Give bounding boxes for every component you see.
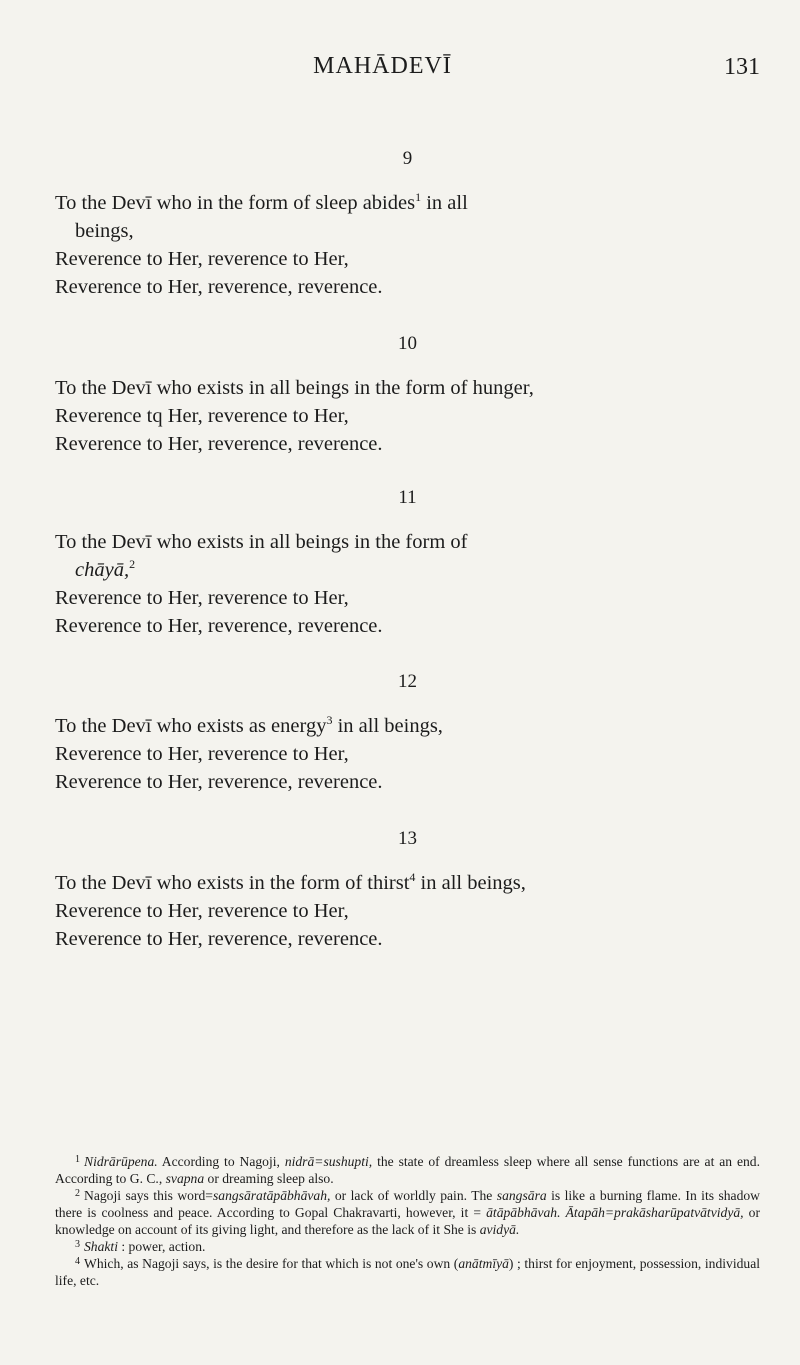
verse-number: 10 <box>398 333 417 354</box>
verse-line: Reverence to Her, reverence, reverence. <box>55 433 383 455</box>
verse-line: Reverence tq Her, reverence to Her, <box>55 405 349 427</box>
verse-11 <box>55 484 760 640</box>
verse-number: 13 <box>398 828 417 849</box>
verse-line: Reverence to Her, reverence, reverence. <box>55 276 383 298</box>
verse-line: Reverence to Her, reverence, reverence. <box>55 615 383 637</box>
verse-number: 11 <box>398 487 417 508</box>
verse-12 <box>55 668 760 796</box>
verse-line: To the Devī who exists in all beings in the form of <box>55 531 468 553</box>
verse-10 <box>55 330 760 458</box>
verse-line: To the Devī who exists as energy$^3$ in all beings, <box>55 713 443 737</box>
verse-line: To the Devī who exists in the form of thirst$^4$ in all beings, <box>55 870 526 894</box>
verse-line: Reverence to Her, reverence to Her, <box>55 900 349 922</box>
verse-line: To the Devī who in the form of sleep abides$^1$ in all <box>55 190 468 214</box>
verse-line: To the Devī who exists in all beings in the form of hunger, <box>55 377 534 399</box>
verse-number: 12 <box>398 671 417 692</box>
verse-number: 9 <box>402 148 413 169</box>
footnote-1: $^1$ Nidrārūpena. According to Nagoji, nidrā=sushupti, the state of dreamless sleep where all sense functions are at an end. According to G. C., svapna or dreaming sleep also. <box>55 1154 760 1186</box>
verse-line: Reverence to Her, reverence, reverence. <box>55 928 383 950</box>
footnote-3: $^3$ Shakti : power, action. <box>75 1239 206 1254</box>
book-page <box>55 0 760 1365</box>
verse-line: Reverence to Her, reverence to Her, <box>55 248 349 270</box>
verse-line: beings, <box>75 220 134 242</box>
footnote-ref: 4 <box>409 870 416 884</box>
footnote-2: $^2$ Nagoji says this word=sangsāratāpābhāvah, or lack of worldly pain. The sangsāra is like a burning flame. In its shadow there is coolness and peace. According to Gopal Chakravarti, however, it = ātāpābhāvah. Ātapāh=prakāsharūpatvātvidyā, or knowledge on account of its giving light, and therefore as the lack of it She is avidyā. <box>55 1188 760 1237</box>
verse-9 <box>55 145 760 301</box>
page-number: 131 <box>724 54 760 80</box>
verse-line: Reverence to Her, reverence, reverence. <box>55 771 383 793</box>
verse-line: chāyā,$^2$ <box>75 557 136 581</box>
footnote-ref: 2 <box>129 557 136 571</box>
verse-line: Reverence to Her, reverence to Her, <box>55 743 349 765</box>
running-head: MAHĀDEVĪ <box>313 53 452 79</box>
verse-line: Reverence to Her, reverence to Her, <box>55 587 349 609</box>
footnote-ref: 1 <box>415 190 422 204</box>
footnote-4: $^4$ Which, as Nagoji says, is the desire for that which is not one's own (anātmīyā) ; thirst for enjoyment, possession, individual life, etc. <box>55 1256 761 1288</box>
footnote-ref: 3 <box>326 713 333 727</box>
footnotes <box>55 1153 760 1289</box>
verse-13 <box>55 825 760 953</box>
